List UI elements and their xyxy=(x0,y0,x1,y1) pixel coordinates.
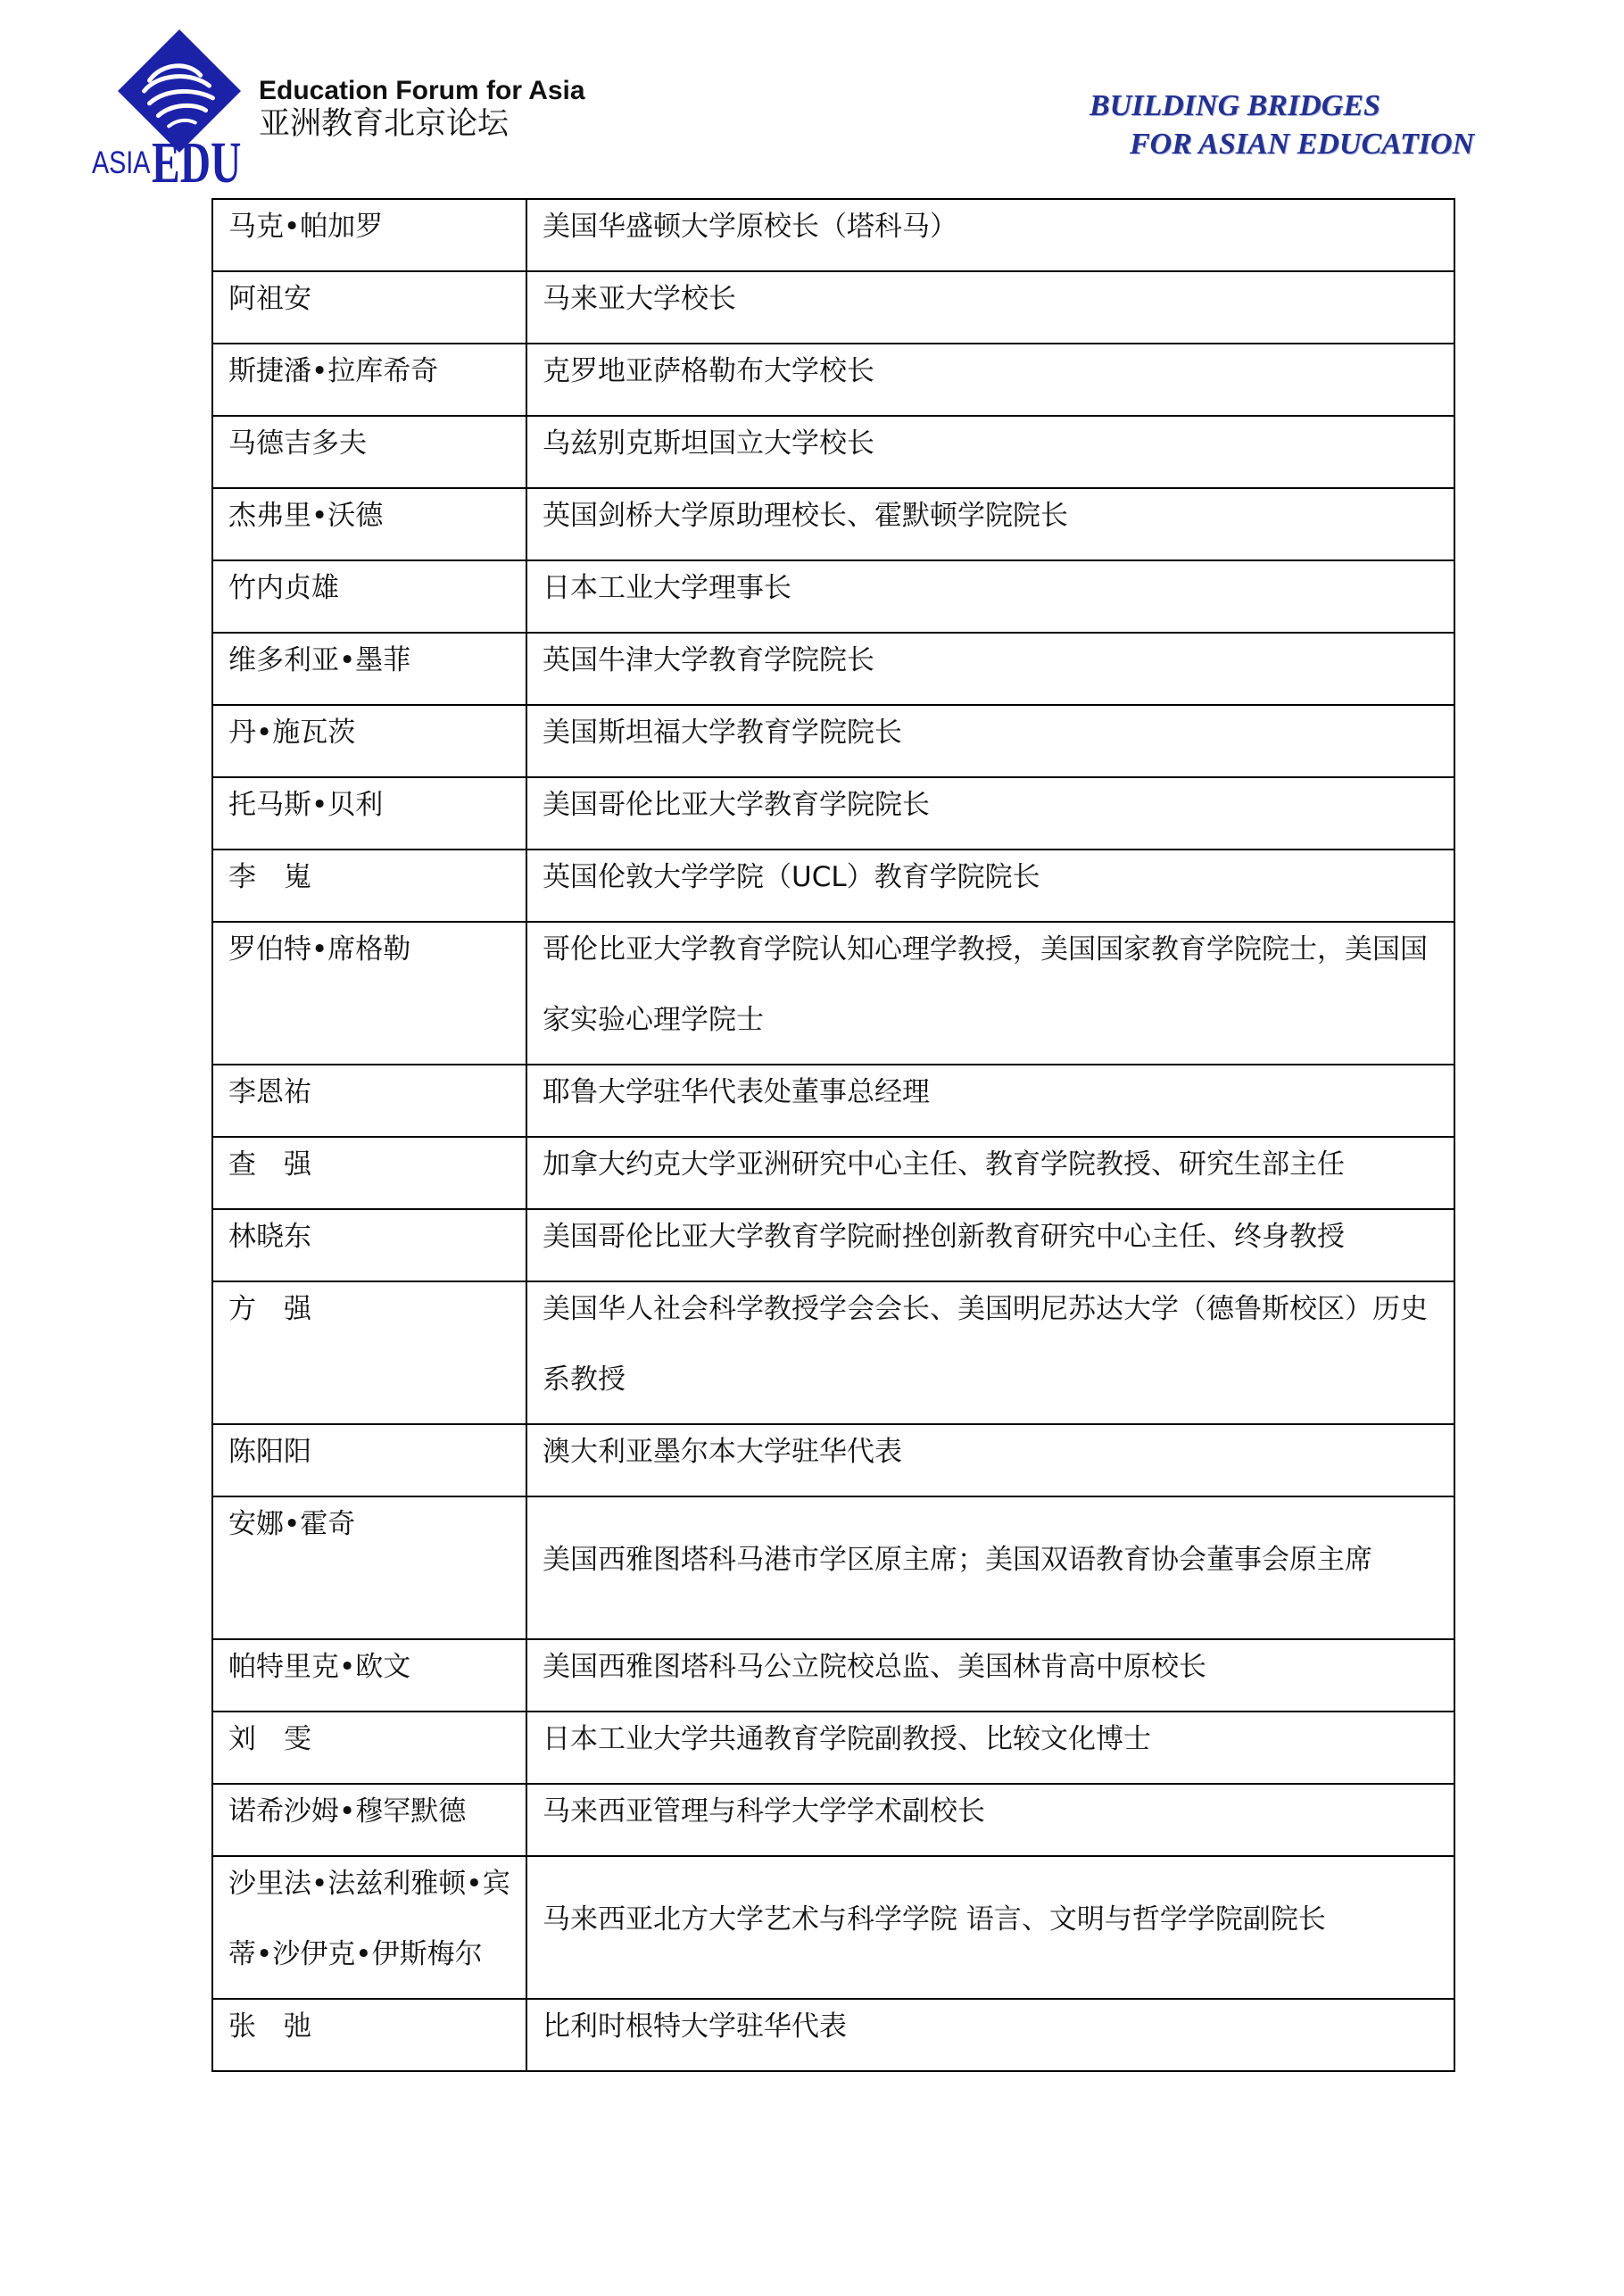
name-text: 阿祖安 xyxy=(228,283,311,315)
forum-name-english: Education Forum for Asia xyxy=(259,76,585,105)
name-text: 维多利亚•墨菲 xyxy=(228,644,411,676)
name-text: 李 嵬 xyxy=(228,861,311,893)
name-text: 帕特里克•欧文 xyxy=(228,1651,411,1683)
name-text: 杰弗里•沃德 xyxy=(228,500,384,532)
table-row xyxy=(212,1999,1454,2071)
table-row xyxy=(212,1639,1454,1712)
name-text: 陈阳阳 xyxy=(228,1436,311,1468)
title-text: 美国斯坦福大学教育学院院长 xyxy=(543,717,902,749)
table-row xyxy=(212,1209,1454,1281)
table-row xyxy=(212,1856,1454,1999)
name-cell xyxy=(212,271,526,344)
table-row xyxy=(212,1065,1454,1137)
title-cell xyxy=(526,1424,1454,1496)
title-cell xyxy=(526,922,1454,1065)
title-text: 比利时根特大学驻华代表 xyxy=(543,2010,847,2043)
name-cell xyxy=(212,1712,526,1784)
title-cell xyxy=(526,1496,1454,1639)
name-cell xyxy=(212,1424,526,1496)
title-text: 美国西雅图塔科马港市学区原主席；美国双语教育协会董事会原主席 xyxy=(543,1544,1372,1576)
guest-list-table xyxy=(211,198,1455,2072)
name-text: 方 强 xyxy=(228,1293,311,1325)
name-text: 托马斯•贝利 xyxy=(228,789,384,821)
title-cell xyxy=(526,199,1454,271)
title-text: 日本工业大学共通教育学院副教授、比较文化博士 xyxy=(543,1723,1151,1755)
title-text: 澳大利亚墨尔本大学驻华代表 xyxy=(543,1436,902,1468)
title-text: 加拿大约克大学亚洲研究中心主任、教育学院教授、研究生部主任 xyxy=(543,1148,1345,1181)
logo-edu-text: EDU xyxy=(152,130,242,195)
name-cell xyxy=(212,922,526,1065)
table-row xyxy=(212,560,1454,633)
table-row xyxy=(212,705,1454,777)
name-cell xyxy=(212,488,526,560)
name-cell xyxy=(212,344,526,416)
title-text: 克罗地亚萨格勒布大学校长 xyxy=(543,355,874,387)
slogan-line-1: BUILDING BRIDGES xyxy=(1090,89,1380,122)
name-text: 马德吉多夫 xyxy=(228,427,367,460)
title-text: 美国华人社会科学教授学会会长、美国明尼苏达大学（德鲁斯校区）历史 xyxy=(543,1293,1428,1325)
name-cell xyxy=(212,1856,526,1999)
name-text: 诺希沙姆•穆罕默德 xyxy=(228,1795,467,1828)
name-cell xyxy=(212,560,526,633)
logo-asia-text: ASIA xyxy=(92,145,151,180)
name-text: 丹•施瓦茨 xyxy=(228,717,356,749)
table-row xyxy=(212,1784,1454,1856)
name-text: 马克•帕加罗 xyxy=(228,211,384,243)
title-text: 耶鲁大学驻华代表处董事总经理 xyxy=(543,1076,930,1108)
title-text: 美国哥伦比亚大学教育学院耐挫创新教育研究中心主任、终身教授 xyxy=(543,1221,1345,1253)
title-cell xyxy=(526,271,1454,344)
name-text: 斯捷潘•拉库希奇 xyxy=(228,355,439,387)
name-cell xyxy=(212,1137,526,1209)
title-cell xyxy=(526,560,1454,633)
title-text: 马来西亚北方大学艺术与科学学院 语言、文明与哲学学院副院长 xyxy=(543,1903,1326,1935)
table-row xyxy=(212,922,1454,1065)
name-text: 竹内贞雄 xyxy=(228,572,339,604)
table-row xyxy=(212,1281,1454,1424)
title-cell xyxy=(526,1856,1454,1999)
name-cell xyxy=(212,1209,526,1281)
table-row xyxy=(212,199,1454,271)
title-text: 英国剑桥大学原助理校长、霍默顿学院院长 xyxy=(543,500,1068,532)
name-text: 李恩祐 xyxy=(228,1076,311,1108)
table-row xyxy=(212,416,1454,488)
title-cell xyxy=(526,705,1454,777)
title-text: 英国伦敦大学学院（UCL）教育学院院长 xyxy=(543,861,1040,893)
title-text: 哥伦比亚大学教育学院认知心理学教授，美国国家教育学院院士，美国国 xyxy=(543,933,1428,966)
name-cell xyxy=(212,850,526,922)
table-row xyxy=(212,633,1454,705)
name-cell xyxy=(212,1999,526,2071)
table-row xyxy=(212,1496,1454,1639)
name-cell xyxy=(212,777,526,850)
title-text: 英国牛津大学教育学院院长 xyxy=(543,644,874,676)
title-cell xyxy=(526,416,1454,488)
slogan-line-2: FOR ASIAN EDUCATION xyxy=(1130,128,1475,161)
name-cell xyxy=(212,1065,526,1137)
title-cell xyxy=(526,1065,1454,1137)
table-row xyxy=(212,777,1454,850)
name-text: 刘 雯 xyxy=(228,1723,311,1755)
title-text: 美国哥伦比亚大学教育学院院长 xyxy=(543,789,930,821)
name-text: 林晓东 xyxy=(228,1221,311,1253)
title-cell xyxy=(526,1281,1454,1424)
title-cell xyxy=(526,1209,1454,1281)
table-row xyxy=(212,488,1454,560)
name-cell xyxy=(212,1639,526,1712)
table-row xyxy=(212,850,1454,922)
title-cell xyxy=(526,344,1454,416)
name-cell xyxy=(212,633,526,705)
title-cell xyxy=(526,488,1454,560)
name-text: 安娜•霍奇 xyxy=(228,1508,356,1540)
title-text: 马来西亚管理与科学大学学术副校长 xyxy=(543,1795,985,1828)
name-cell xyxy=(212,705,526,777)
table-row xyxy=(212,1137,1454,1209)
title-text: 日本工业大学理事长 xyxy=(543,572,791,604)
title-cell xyxy=(526,1784,1454,1856)
title-text: 美国华盛顿大学原校长（塔科马） xyxy=(543,211,957,243)
title-cell xyxy=(526,777,1454,850)
forum-name-chinese: 亚洲教育北京论坛 xyxy=(259,106,510,142)
name-text: 罗伯特•席格勒 xyxy=(228,933,411,966)
title-cell xyxy=(526,1999,1454,2071)
name-cell xyxy=(212,1281,526,1424)
title-cell xyxy=(526,1137,1454,1209)
table-row xyxy=(212,1712,1454,1784)
title-cell xyxy=(526,1712,1454,1784)
name-text: 蒂•沙伊克•伊斯梅尔 xyxy=(228,1938,483,1970)
name-cell xyxy=(212,1496,526,1639)
name-cell xyxy=(212,199,526,271)
table-row xyxy=(212,344,1454,416)
table-row xyxy=(212,1424,1454,1496)
title-cell xyxy=(526,850,1454,922)
name-text: 张 弛 xyxy=(228,2010,311,2043)
name-text: 沙里法•法兹利雅顿•宾 xyxy=(228,1868,510,1900)
title-text: 家实验心理学院士 xyxy=(543,1004,764,1036)
table-row xyxy=(212,271,1454,344)
title-text: 系教授 xyxy=(543,1364,626,1396)
title-text: 美国西雅图塔科马公立院校总监、美国林肯高中原校长 xyxy=(543,1651,1206,1683)
title-cell xyxy=(526,633,1454,705)
title-text: 乌兹别克斯坦国立大学校长 xyxy=(543,427,874,460)
name-cell xyxy=(212,416,526,488)
name-text: 查 强 xyxy=(228,1148,311,1181)
title-cell xyxy=(526,1639,1454,1712)
title-text: 马来亚大学校长 xyxy=(543,283,736,315)
name-cell xyxy=(212,1784,526,1856)
